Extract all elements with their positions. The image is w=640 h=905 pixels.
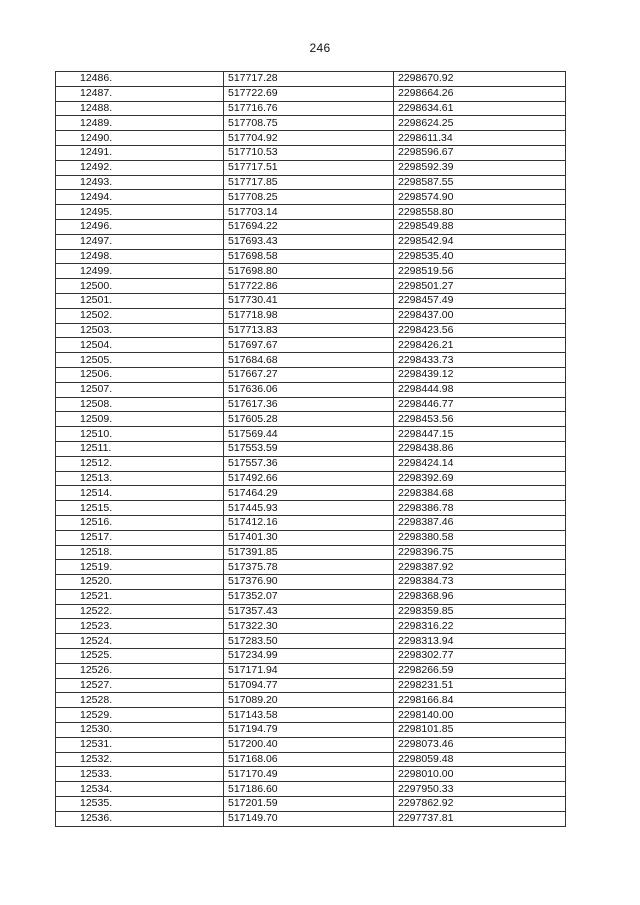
- table-row: [56, 752, 566, 767]
- northing-cell: 2298010.00: [394, 767, 566, 782]
- page-number: 246: [309, 41, 331, 55]
- northing-cell: 2298396.75: [394, 545, 566, 560]
- point-number-cell: 12534.: [56, 782, 224, 797]
- table-row: [56, 234, 566, 249]
- northing-cell: 2298384.73: [394, 575, 566, 590]
- table-row: [56, 456, 566, 471]
- table-row: [56, 160, 566, 175]
- point-number-cell: 12496.: [56, 219, 224, 234]
- northing-cell: 2298266.59: [394, 663, 566, 678]
- point-number-cell: 12502.: [56, 308, 224, 323]
- table-row: [56, 708, 566, 723]
- point-number-cell: 12513.: [56, 471, 224, 486]
- northing-cell: 2298368.96: [394, 589, 566, 604]
- table-row: [56, 530, 566, 545]
- point-number-cell: 12489.: [56, 116, 224, 131]
- point-number-cell: 12532.: [56, 752, 224, 767]
- northing-cell: 2298542.94: [394, 234, 566, 249]
- table-row: [56, 604, 566, 619]
- point-number-cell: 12515.: [56, 501, 224, 516]
- table-row: [56, 560, 566, 575]
- northing-cell: 2298392.69: [394, 471, 566, 486]
- easting-cell: 517376.90: [224, 575, 394, 590]
- easting-cell: 517718.98: [224, 308, 394, 323]
- northing-cell: 2298519.56: [394, 264, 566, 279]
- point-number-cell: 12522.: [56, 604, 224, 619]
- table-row: [56, 264, 566, 279]
- northing-cell: 2298634.61: [394, 101, 566, 116]
- northing-cell: 2298387.92: [394, 560, 566, 575]
- table-row: [56, 86, 566, 101]
- northing-cell: 2298059.48: [394, 752, 566, 767]
- northing-cell: 2298433.73: [394, 353, 566, 368]
- table-row: [56, 501, 566, 516]
- northing-cell: 2298424.14: [394, 456, 566, 471]
- northing-cell: 2298447.15: [394, 427, 566, 442]
- easting-cell: 517617.36: [224, 397, 394, 412]
- northing-cell: 2298535.40: [394, 249, 566, 264]
- point-number-cell: 12512.: [56, 456, 224, 471]
- easting-cell: 517708.25: [224, 190, 394, 205]
- point-number-cell: 12490.: [56, 131, 224, 146]
- table-row: [56, 782, 566, 797]
- easting-cell: 517694.22: [224, 219, 394, 234]
- table-row: [56, 145, 566, 160]
- easting-cell: 517704.92: [224, 131, 394, 146]
- northing-cell: 2298664.26: [394, 86, 566, 101]
- northing-cell: 2298558.80: [394, 205, 566, 220]
- point-number-cell: 12526.: [56, 663, 224, 678]
- easting-cell: 517693.43: [224, 234, 394, 249]
- point-number-cell: 12516.: [56, 515, 224, 530]
- point-number-cell: 12528.: [56, 693, 224, 708]
- easting-cell: 517710.53: [224, 145, 394, 160]
- point-number-cell: 12492.: [56, 160, 224, 175]
- northing-cell: 2298592.39: [394, 160, 566, 175]
- table-row: [56, 323, 566, 338]
- point-number-cell: 12501.: [56, 293, 224, 308]
- northing-cell: 2298386.78: [394, 501, 566, 516]
- northing-cell: 2298624.25: [394, 116, 566, 131]
- northing-cell: 2298549.88: [394, 219, 566, 234]
- easting-cell: 517094.77: [224, 678, 394, 693]
- table-row: [56, 634, 566, 649]
- northing-cell: 2298384.68: [394, 486, 566, 501]
- northing-cell: 2298587.55: [394, 175, 566, 190]
- northing-cell: 2298457.49: [394, 293, 566, 308]
- point-number-cell: 12517.: [56, 530, 224, 545]
- table-row: [56, 116, 566, 131]
- point-number-cell: 12486.: [56, 72, 224, 87]
- table-row: [56, 797, 566, 812]
- table-row: [56, 219, 566, 234]
- table-row: [56, 72, 566, 87]
- easting-cell: 517716.76: [224, 101, 394, 116]
- northing-cell: 2298574.90: [394, 190, 566, 205]
- table-row: [56, 205, 566, 220]
- northing-cell: 2298670.92: [394, 72, 566, 87]
- easting-cell: 517713.83: [224, 323, 394, 338]
- northing-cell: 2298166.84: [394, 693, 566, 708]
- point-number-cell: 12497.: [56, 234, 224, 249]
- easting-cell: 517401.30: [224, 530, 394, 545]
- point-number-cell: 12520.: [56, 575, 224, 590]
- northing-cell: 2298444.98: [394, 382, 566, 397]
- table-row: [56, 249, 566, 264]
- northing-cell: 2298231.51: [394, 678, 566, 693]
- table-row: [56, 175, 566, 190]
- easting-cell: 517636.06: [224, 382, 394, 397]
- table-row: [56, 353, 566, 368]
- table-row: [56, 101, 566, 116]
- easting-cell: 517186.60: [224, 782, 394, 797]
- point-number-cell: 12509.: [56, 412, 224, 427]
- easting-cell: 517717.85: [224, 175, 394, 190]
- northing-cell: 2297737.81: [394, 811, 566, 826]
- northing-cell: 2298596.67: [394, 145, 566, 160]
- easting-cell: 517730.41: [224, 293, 394, 308]
- northing-cell: 2298073.46: [394, 737, 566, 752]
- easting-cell: 517168.06: [224, 752, 394, 767]
- point-number-cell: 12530.: [56, 723, 224, 738]
- easting-cell: 517722.69: [224, 86, 394, 101]
- point-number-cell: 12494.: [56, 190, 224, 205]
- point-number-cell: 12533.: [56, 767, 224, 782]
- easting-cell: 517703.14: [224, 205, 394, 220]
- northing-cell: 2298437.00: [394, 308, 566, 323]
- point-number-cell: 12523.: [56, 619, 224, 634]
- table-row: [56, 412, 566, 427]
- easting-cell: 517569.44: [224, 427, 394, 442]
- easting-cell: 517697.67: [224, 338, 394, 353]
- easting-cell: 517605.28: [224, 412, 394, 427]
- northing-cell: 2298101.85: [394, 723, 566, 738]
- point-number-cell: 12531.: [56, 737, 224, 752]
- easting-cell: 517717.51: [224, 160, 394, 175]
- point-number-cell: 12488.: [56, 101, 224, 116]
- point-number-cell: 12525.: [56, 649, 224, 664]
- table-row: [56, 486, 566, 501]
- easting-cell: 517170.49: [224, 767, 394, 782]
- easting-cell: 517492.66: [224, 471, 394, 486]
- table-row: [56, 338, 566, 353]
- table-row: [56, 427, 566, 442]
- point-number-cell: 12498.: [56, 249, 224, 264]
- point-number-cell: 12487.: [56, 86, 224, 101]
- table-row: [56, 678, 566, 693]
- point-number-cell: 12535.: [56, 797, 224, 812]
- point-number-cell: 12529.: [56, 708, 224, 723]
- point-number-cell: 12507.: [56, 382, 224, 397]
- table-row: [56, 619, 566, 634]
- point-number-cell: 12506.: [56, 367, 224, 382]
- point-number-cell: 12518.: [56, 545, 224, 560]
- northing-cell: 2298316.22: [394, 619, 566, 634]
- table-row: [56, 723, 566, 738]
- point-number-cell: 12510.: [56, 427, 224, 442]
- point-number-cell: 12500.: [56, 279, 224, 294]
- easting-cell: 517717.28: [224, 72, 394, 87]
- northing-cell: 2298426.21: [394, 338, 566, 353]
- table-row: [56, 367, 566, 382]
- point-number-cell: 12524.: [56, 634, 224, 649]
- northing-cell: 2298313.94: [394, 634, 566, 649]
- easting-cell: 517322.30: [224, 619, 394, 634]
- easting-cell: 517194.79: [224, 723, 394, 738]
- table-row: [56, 382, 566, 397]
- point-number-cell: 12519.: [56, 560, 224, 575]
- table-row: [56, 693, 566, 708]
- point-number-cell: 12493.: [56, 175, 224, 190]
- easting-cell: 517149.70: [224, 811, 394, 826]
- coordinates-table-body: [56, 72, 566, 827]
- point-number-cell: 12536.: [56, 811, 224, 826]
- northing-cell: 2298387.46: [394, 515, 566, 530]
- northing-cell: 2298380.58: [394, 530, 566, 545]
- easting-cell: 517464.29: [224, 486, 394, 501]
- table-row: [56, 515, 566, 530]
- point-number-cell: 12505.: [56, 353, 224, 368]
- table-row: [56, 190, 566, 205]
- easting-cell: 517722.86: [224, 279, 394, 294]
- northing-cell: 2297950.33: [394, 782, 566, 797]
- northing-cell: 2298140.00: [394, 708, 566, 723]
- easting-cell: 517557.36: [224, 456, 394, 471]
- easting-cell: 517201.59: [224, 797, 394, 812]
- easting-cell: 517698.58: [224, 249, 394, 264]
- easting-cell: 517667.27: [224, 367, 394, 382]
- table-row: [56, 649, 566, 664]
- easting-cell: 517283.50: [224, 634, 394, 649]
- easting-cell: 517200.40: [224, 737, 394, 752]
- table-row: [56, 308, 566, 323]
- easting-cell: 517708.75: [224, 116, 394, 131]
- easting-cell: 517357.43: [224, 604, 394, 619]
- point-number-cell: 12508.: [56, 397, 224, 412]
- table-row: [56, 471, 566, 486]
- point-number-cell: 12511.: [56, 441, 224, 456]
- easting-cell: 517684.68: [224, 353, 394, 368]
- table-row: [56, 767, 566, 782]
- easting-cell: 517698.80: [224, 264, 394, 279]
- northing-cell: 2298423.56: [394, 323, 566, 338]
- point-number-cell: 12499.: [56, 264, 224, 279]
- point-number-cell: 12495.: [56, 205, 224, 220]
- easting-cell: 517171.94: [224, 663, 394, 678]
- easting-cell: 517352.07: [224, 589, 394, 604]
- table-row: [56, 397, 566, 412]
- easting-cell: 517553.59: [224, 441, 394, 456]
- northing-cell: 2298439.12: [394, 367, 566, 382]
- easting-cell: 517391.85: [224, 545, 394, 560]
- point-number-cell: 12527.: [56, 678, 224, 693]
- northing-cell: 2298611.34: [394, 131, 566, 146]
- easting-cell: 517143.58: [224, 708, 394, 723]
- point-number-cell: 12503.: [56, 323, 224, 338]
- table-row: [56, 737, 566, 752]
- table-row: [56, 441, 566, 456]
- coordinates-table: [55, 71, 566, 827]
- northing-cell: 2298501.27: [394, 279, 566, 294]
- point-number-cell: 12514.: [56, 486, 224, 501]
- northing-cell: 2298446.77: [394, 397, 566, 412]
- point-number-cell: 12521.: [56, 589, 224, 604]
- table-row: [56, 131, 566, 146]
- northing-cell: 2298359.85: [394, 604, 566, 619]
- point-number-cell: 12504.: [56, 338, 224, 353]
- easting-cell: 517234.99: [224, 649, 394, 664]
- easting-cell: 517375.78: [224, 560, 394, 575]
- table-row: [56, 589, 566, 604]
- table-row: [56, 279, 566, 294]
- point-number-cell: 12491.: [56, 145, 224, 160]
- northing-cell: 2298453.56: [394, 412, 566, 427]
- table-row: [56, 663, 566, 678]
- easting-cell: 517089.20: [224, 693, 394, 708]
- easting-cell: 517445.93: [224, 501, 394, 516]
- northing-cell: 2298302.77: [394, 649, 566, 664]
- table-row: [56, 293, 566, 308]
- table-row: [56, 575, 566, 590]
- easting-cell: 517412.16: [224, 515, 394, 530]
- table-row: [56, 545, 566, 560]
- table-row: [56, 811, 566, 826]
- northing-cell: 2297862.92: [394, 797, 566, 812]
- northing-cell: 2298438.86: [394, 441, 566, 456]
